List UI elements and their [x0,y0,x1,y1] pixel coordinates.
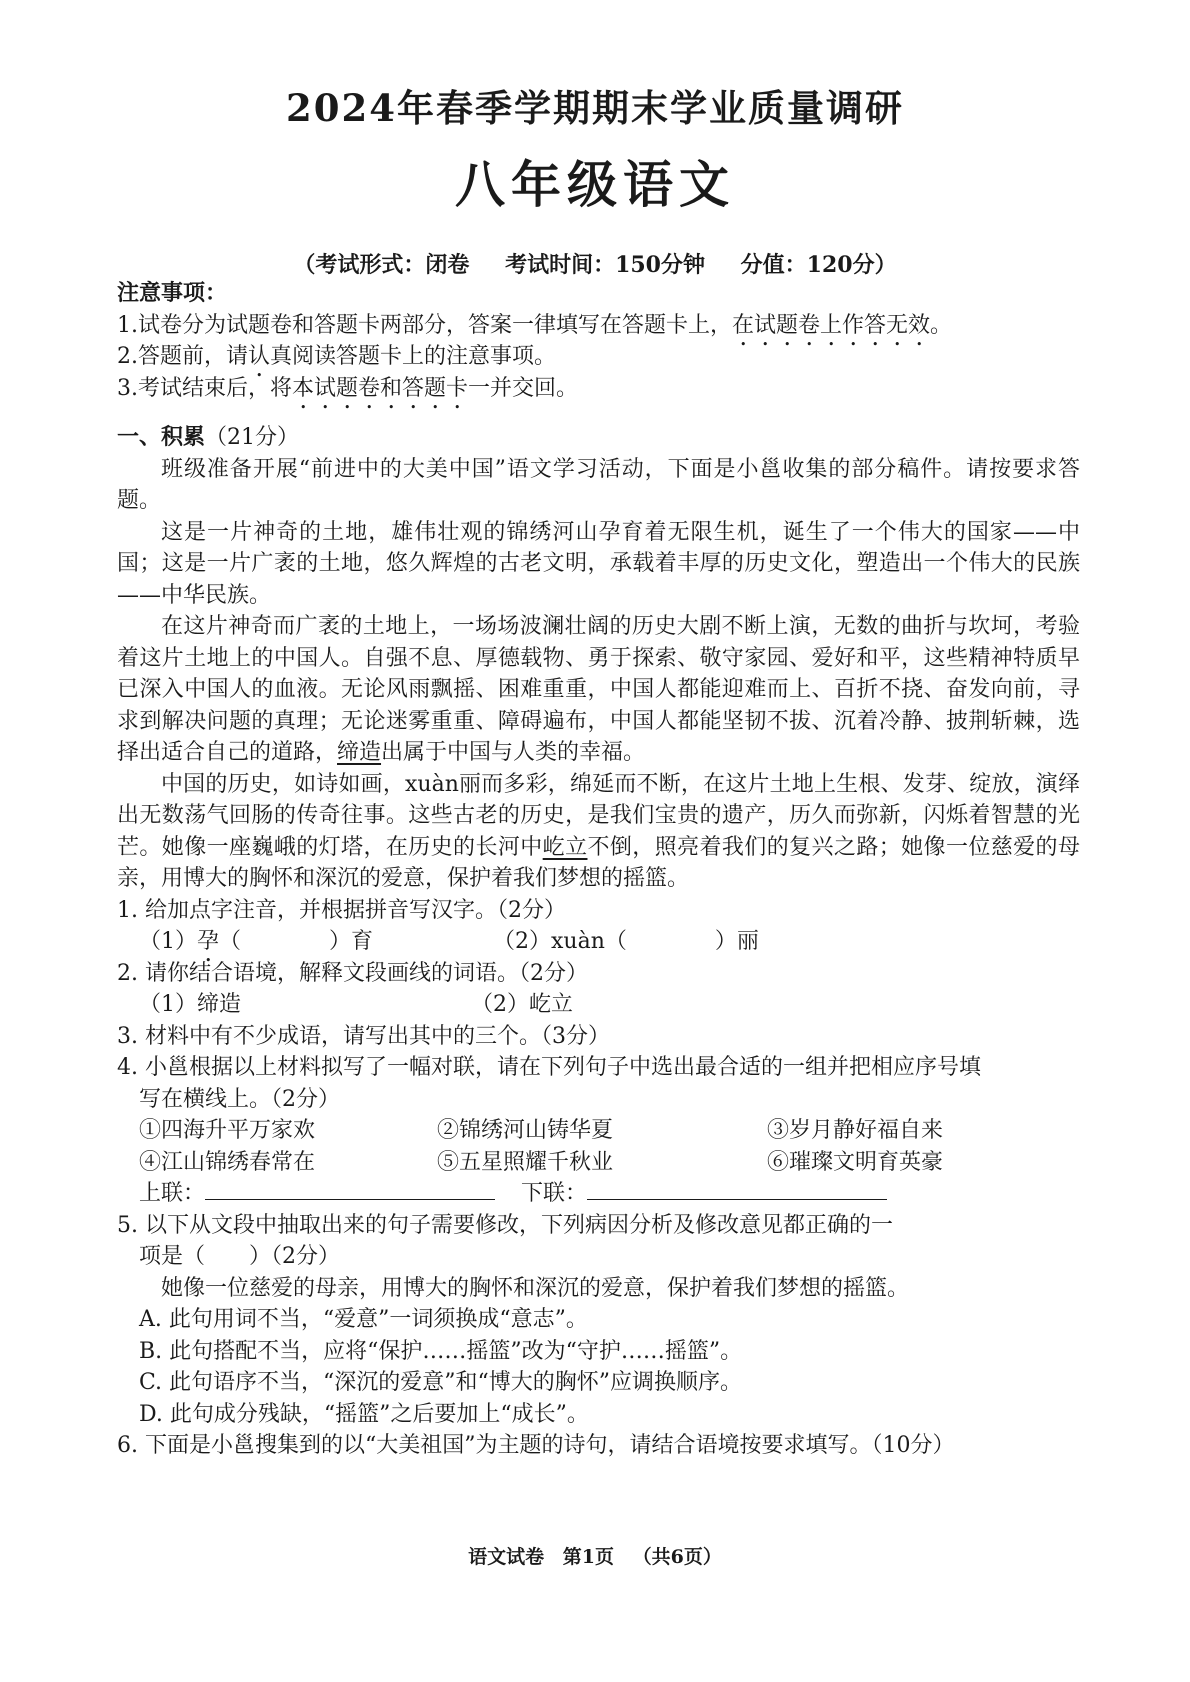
notice-item-1: 1.试卷分为试题卷和答题卡两部分，答案一律填写在答题卡上，在试题卷上作答无效。 [117,312,953,338]
emphasis-text: 在试题卷上作答无效 [732,312,931,338]
exam-title: 2024年春季学期期末学业质量调研 [286,86,904,130]
question-5-stem-line-2: 项是（ ）（2分） [139,1244,340,1269]
emphasis-text: 认 [248,344,271,369]
question-1-stem: 1. 给加点字注音，并根据拼音写汉字。（2分） [117,897,566,923]
exam-info [0,248,1190,279]
exam-body [117,278,1080,1462]
question-4-options-row-1 [117,1115,1080,1147]
option-6: ⑥璀璨文明育英豪 [767,1149,944,1175]
passage-paragraph-3: 中国的历史，如诗如画，xuàn丽而多彩，绵延而不断，在这片土地上生根、发芽、绽放，演绎出无数荡气回肠的传奇往事。这些古老的历史，是我们宝贵的遗产，历久而弥新，闪烁着智慧的光芒。她像一座巍峨的灯塔，在历史的长河中屹立不倒，照亮着我们的复兴之路；她像一位慈爱的母亲，用博大的胸怀和深沉的爱意，保护着我们梦想的摇篮。 [117,771,1080,891]
upper-couplet-blank[interactable] [205,1179,495,1200]
question-4-stem-line-1: 4. 小邕根据以上材料拟写了一幅对联，请在下列句子中选出最合适的一组并把相应序号填 [117,1055,981,1080]
option-3: ③岁月静好福自来 [767,1118,944,1143]
question-4-stem-line-2: 写在横线上。（2分） [139,1086,340,1112]
option-2: ②锦绣河山铸华夏 [437,1118,614,1143]
question-5-option-b: B. 此句搭配不当，应将“保护……摇篮”改为“守护……摇篮”。 [139,1338,743,1364]
exam-subject-title: 八年级语文 [455,155,735,214]
question-3-stem: 3. 材料中有不少成语，请写出其中的三个。（3分） [117,1023,610,1049]
page-footer [0,1542,1190,1569]
passage-paragraph-1: 这是一片神奇的土地，雄伟壮观的锦绣河山孕育着无限生机，诞生了一个伟大的国家——中国；这是一片广袤的土地，悠久辉煌的古老文明，承载着丰厚的历史文化，塑造出一个伟大的民族——中华民族。 [117,519,1080,608]
question-6-stem: 6. 下面是小邕搜集到的以“大美祖国”为主题的诗句，请结合语境按要求填写。（10分） [117,1433,955,1458]
section-1-intro: 班级准备开展“前进中的大美中国”语文学习活动，下面是小邕收集的部分稿件。请按要求答题。 [117,456,1080,513]
underlined-word: 缔造 [337,740,382,765]
emphasis-text: 本试题卷和答题卡 [292,375,469,401]
exam-time: 考试时间：150分钟 [505,252,705,278]
exam-score: 分值：120分） [740,252,897,278]
lower-couplet-blank[interactable] [587,1179,887,1200]
question-5-option-a: A. 此句用词不当，“爱意”一词须换成“意志”。 [139,1307,588,1332]
notice-item-2: 2.答题前，请认真阅读答题卡上的注意事项。 [117,344,557,369]
option-4: ④江山锦绣春常在 [139,1149,316,1175]
question-5-sentence: 她像一位慈爱的母亲，用博大的胸怀和深沉的爱意，保护着我们梦想的摇篮。 [161,1275,910,1301]
dotted-char: 孕 [197,929,220,954]
upper-couplet-label: 上联： [139,1181,206,1206]
notice-title: 注意事项： [117,280,228,306]
footer-page-total: （共6页） [632,1546,722,1568]
question-5-option-d: D. 此句成分残缺，“摇篮”之后要加上“成长”。 [139,1401,589,1427]
question-4-answer-lines [117,1178,1080,1210]
question-1-parts: （1）孕（ ）育 （2）xuàn（ ）丽 [139,929,759,954]
footer-page-number: 第1页 [562,1546,614,1568]
passage-paragraph-2: 在这片神奇而广袤的土地上，一场场波澜壮阔的历史大剧不断上演，无数的曲折与坎坷，考验着这片土地上的中国人。自强不息、厚德载物、勇于探索、敬守家园、爱好和平，这些精神特质早已深入中国人的血液。无论风雨飘摇、困难重重，中国人都能迎难而上、百折不挠、奋发向前，寻求到解决问题的真理；无论迷雾重重、障碍遍布，中国人都能坚韧不拔、沉着冷静、披荆斩棘，选择出适合自己的道路，缔造出属于中国与人类的幸福。 [117,614,1080,765]
underlined-word: 屹立 [542,834,588,860]
footer-subject: 语文试卷 [468,1546,545,1568]
lower-couplet-label: 下联： [521,1181,588,1206]
notice-item-3: 3.考试结束后，将本试题卷和答题卡一并交回。 [117,375,579,401]
question-5-stem-line-1: 5. 以下从文段中抽取出来的句子需要修改，下列病因分析及修改意见都正确的一 [117,1212,893,1238]
exam-form: （考试形式：闭卷 [293,252,470,278]
option-5: ⑤五星照耀千秋业 [437,1149,614,1175]
question-5-option-c: C. 此句语序不当，“深沉的爱意”和“博大的胸怀”应调换顺序。 [139,1370,743,1395]
question-4-options-row-2 [117,1147,1080,1179]
question-2-parts: （1）缔造 （2）屹立 [139,992,573,1017]
section-1-title: 一、积累（21分） [117,424,300,450]
option-1: ①四海升平万家欢 [139,1118,316,1143]
question-2-stem: 2. 请你结合语境，解释文段画线的词语。（2分） [117,960,588,986]
